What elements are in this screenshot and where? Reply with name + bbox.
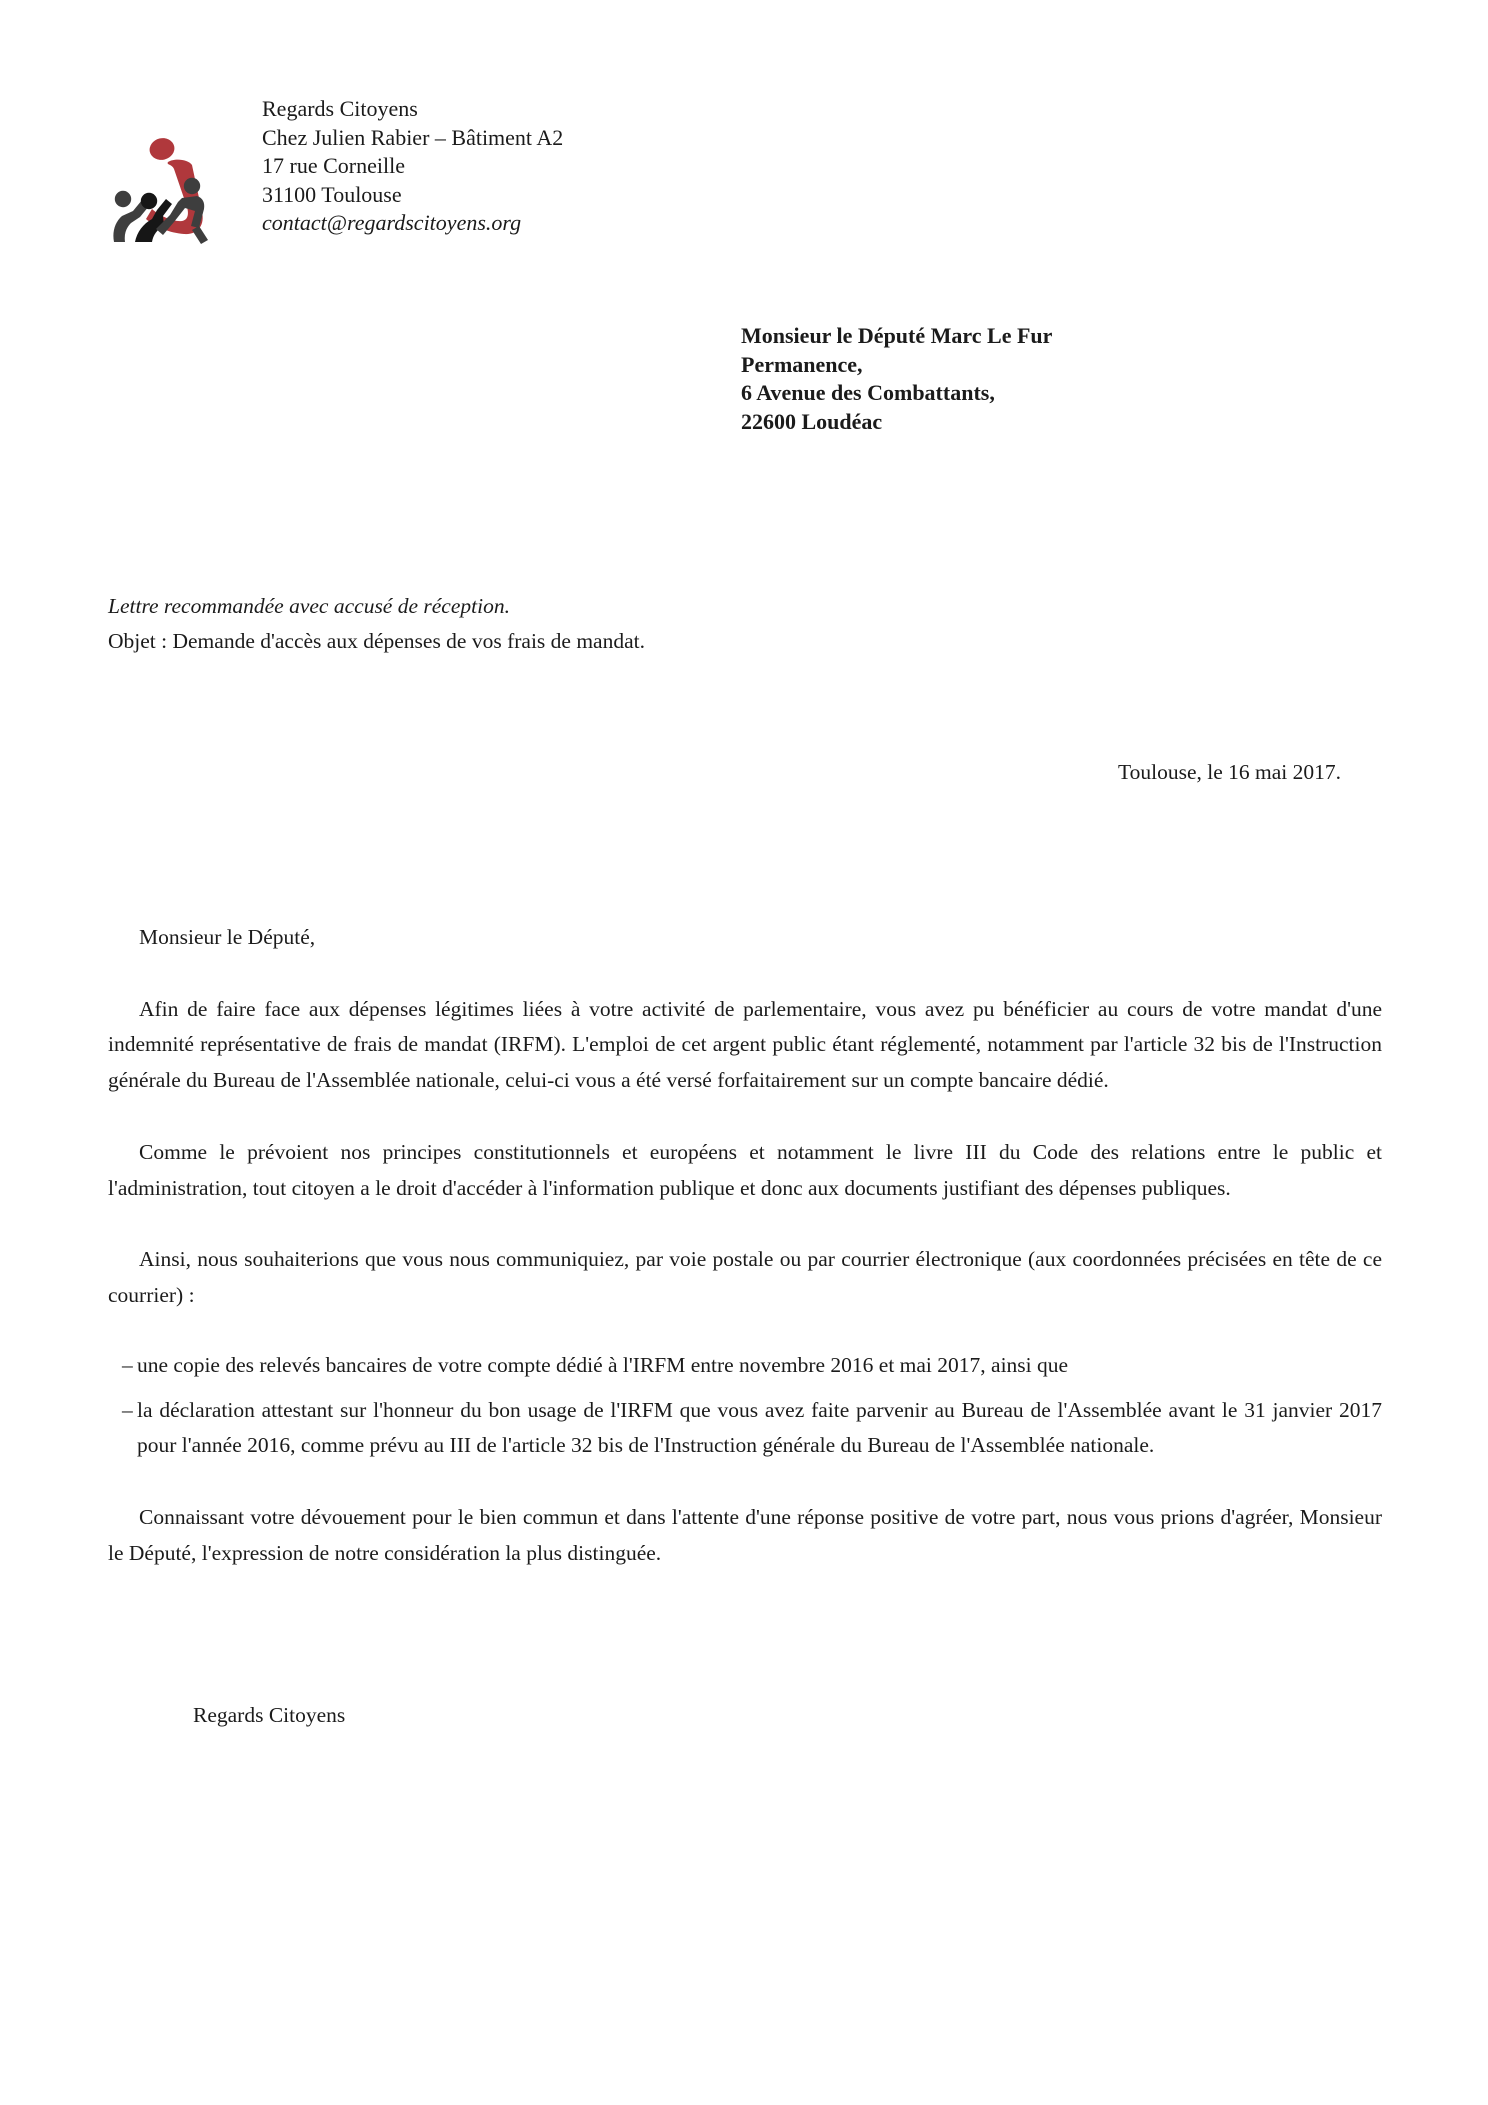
sender-address-line: 31100 Toulouse	[262, 181, 402, 207]
subject-line: Objet : Demande d'accès aux dépenses de vos frais de mandat.	[108, 628, 645, 653]
salutation: Monsieur le Député,	[139, 925, 316, 949]
sender-address-line: 17 rue Corneille	[262, 153, 405, 179]
list-item	[108, 1393, 1382, 1465]
logo-svg	[104, 136, 222, 244]
list-item-text: la déclaration attestant sur l'honneur du bon usage de l'IRFM que vous avez faite parvenir au Bureau de l'Assemblée avant le 31 janvier 2017 pour l'année 2016, comme prévu au III de l'article 32 bis de l'Instruction générale du Bureau de l'Assemblée nationale.	[137, 1397, 1382, 1458]
paragraph-irfm-intro: Afin de faire face aux dépenses légitimes liées à votre activité de parlementaire, vous avez pu bénéficier au cours de votre mandat d'une indemnité représentative de frais de mandat (IRFM). L'emploi de cet argent public étant réglementé, notamment par l'article 32 bis de l'Instruction générale du Bureau de l'Assemblée nationale, celui-ci vous a été versé forfaitairement sur un compte bancaire dédié.	[108, 996, 1382, 1093]
registered-mail-mention: Lettre recommandée avec accusé de réception.	[108, 594, 510, 618]
sender-address-line: Chez Julien Rabier – Bâtiment A2	[262, 124, 564, 150]
demands-list	[108, 1348, 1382, 1464]
paragraph-request: Ainsi, nous souhaiterions que vous nous communiquiez, par voie postale ou par courrier électronique (aux coordonnées précisées en tête de ce courrier) :	[108, 1247, 1382, 1307]
sender-name: Regards Citoyens	[262, 96, 418, 121]
date-line: Toulouse, le 16 mai 2017.	[1117, 760, 1341, 784]
letter-body	[108, 920, 1382, 1733]
reference-block	[108, 589, 645, 658]
signature: Regards Citoyens	[193, 1702, 346, 1727]
recipient-name: Monsieur le Député Marc Le Fur	[741, 323, 1053, 348]
recipient-block	[741, 322, 1052, 436]
paragraph-closing: Connaissant votre dévouement pour le bien commun et dans l'attente d'une réponse positive de votre part, nous vous prions d'agréer, Monsieur le Député, l'expression de notre considération la plus distinguée.	[108, 1504, 1382, 1565]
dash-marker: –	[122, 1352, 133, 1377]
sender-email: contact@regardscitoyens.org	[262, 210, 522, 236]
regards-citoyens-logo-icon	[104, 136, 222, 244]
recipient-address-line: 22600 Loudéac	[741, 408, 883, 434]
recipient-address-line: 6 Avenue des Combattants,	[741, 380, 995, 406]
sender-block	[262, 95, 563, 238]
recipient-address-line: Permanence,	[741, 351, 863, 377]
list-item	[108, 1348, 1382, 1384]
paragraph-legal-basis: Comme le prévoient nos principes constitutionnels et européens et notamment le livre III du Code des relations entre le public et l'administration, tout citoyen a le droit d'accéder à l'information publique et donc aux documents justifiant des dépenses publiques.	[108, 1139, 1382, 1200]
list-item-text: une copie des relevés bancaires de votre compte dédié à l'IRFM entre novembre 2016 et mai 2017, ainsi que	[137, 1352, 1069, 1377]
dash-marker: –	[122, 1397, 133, 1422]
